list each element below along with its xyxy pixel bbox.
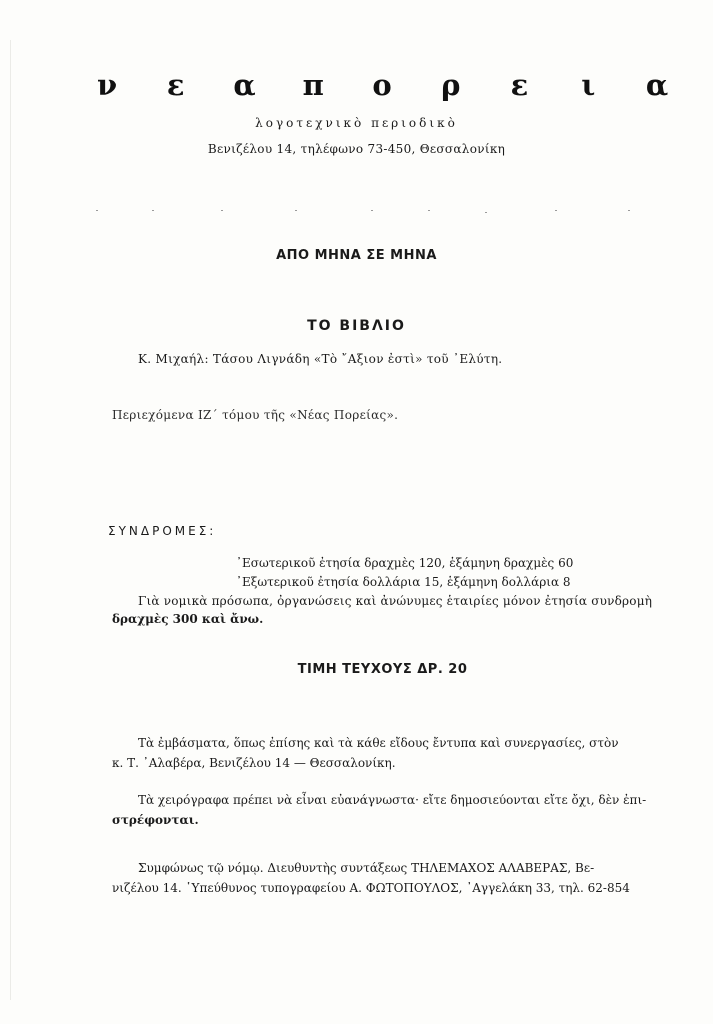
print-specks	[90, 208, 650, 216]
masthead-title	[92, 62, 672, 108]
subscription-legal-entities: Γιὰ νομικὰ πρόσωπα, ὀργανώσεις καὶ ἀνώνυμες ἑταιρίες μόνον ἐτησία συνδρομὴ	[138, 594, 653, 608]
scan-edge-left	[10, 40, 11, 1000]
section-heading-book: ΤΟ ΒΙΒΛΙΟ	[307, 318, 406, 334]
manuscripts-paragraph	[112, 790, 658, 830]
issue-price: ΤΙΜΗ ΤΕΥΧΟΥΣ ΔΡ. 20	[297, 662, 468, 677]
book-review-line: Κ. Μιχαήλ: Τάσου Λιγνάδη «Τὸ ῎Αξιον ἐστὶ» τοῦ ᾿Ελύτη.	[138, 352, 503, 366]
subscription-inland: ᾿Εσωτερικοῦ ἐτησία δραχμὲς 120, ἑξάμηνη δραχμὲς 60	[236, 556, 574, 570]
remittances-paragraph	[112, 733, 658, 773]
section-heading-month: ΑΠΟ ΜΗΝΑ ΣΕ ΜΗΝΑ	[276, 248, 437, 263]
masthead-letter: ο	[372, 68, 392, 102]
subscriptions-title: ΣΥΝΔΡΟΜΕΣ:	[108, 524, 217, 538]
magazine-address: Βενιζέλου 14, τηλέφωνο 73-450, Θεσσαλονίκη	[207, 142, 506, 156]
masthead-letter: α	[645, 68, 669, 102]
masthead-letter: ε	[510, 68, 529, 102]
paragraph-line: Τὰ ἐμβάσματα, ὅπως ἐπίσης καὶ τὰ κάθε εἴδους ἔντυπα καὶ συνεργασίες, στὸν	[138, 736, 619, 750]
subscription-abroad: ᾿Εξωτερικοῦ ἐτησία δολλάρια 15, ἑξάμηνη δολλάρια 8	[236, 575, 571, 589]
paragraph-line: Συμφώνως τῷ νόμῳ. Διευθυντὴς συντάξεως ΤΗΛΕΜΑΧΟΣ ΑΛΑΒΕΡΑΣ, Βε-	[138, 861, 595, 875]
subscription-legal-entities-cont: δραχμὲς 300 καὶ ἄνω.	[112, 612, 264, 626]
masthead-letter: ρ	[441, 68, 461, 102]
masthead-letter: ι	[581, 68, 596, 102]
masthead-letter: α	[233, 68, 256, 102]
paragraph-line: Τὰ χειρόγραφα πρέπει νὰ εἶναι εὐανάγνωστα· εἴτε δημοσιεύονται εἴτε ὄχι, δὲν ἐπι-	[138, 793, 647, 807]
legal-notice-paragraph	[112, 858, 658, 898]
paragraph-line: νιζέλου 14. ῾Υπεύθυνος τυπογραφείου Α. ΦΩΤΟΠΟΥΛΟΣ, ᾿Αγγελάκη 33, τηλ. 62-854	[112, 881, 630, 895]
masthead-letter: ε	[166, 68, 185, 102]
contents-line: Περιεχόμενα ΙΖ΄ τόμου τῆς «Νέας Πορείας».	[112, 408, 399, 422]
paragraph-line: κ. Τ. ᾿Αλαβέρα, Βενιζέλου 14 — Θεσσαλονίκη.	[112, 756, 396, 770]
magazine-subtitle: λογοτεχνικὸ περιοδικὸ	[255, 116, 458, 130]
paragraph-line: στρέφονται.	[112, 813, 199, 827]
masthead-letter: π	[302, 68, 324, 102]
masthead-letter: ν	[96, 68, 118, 102]
